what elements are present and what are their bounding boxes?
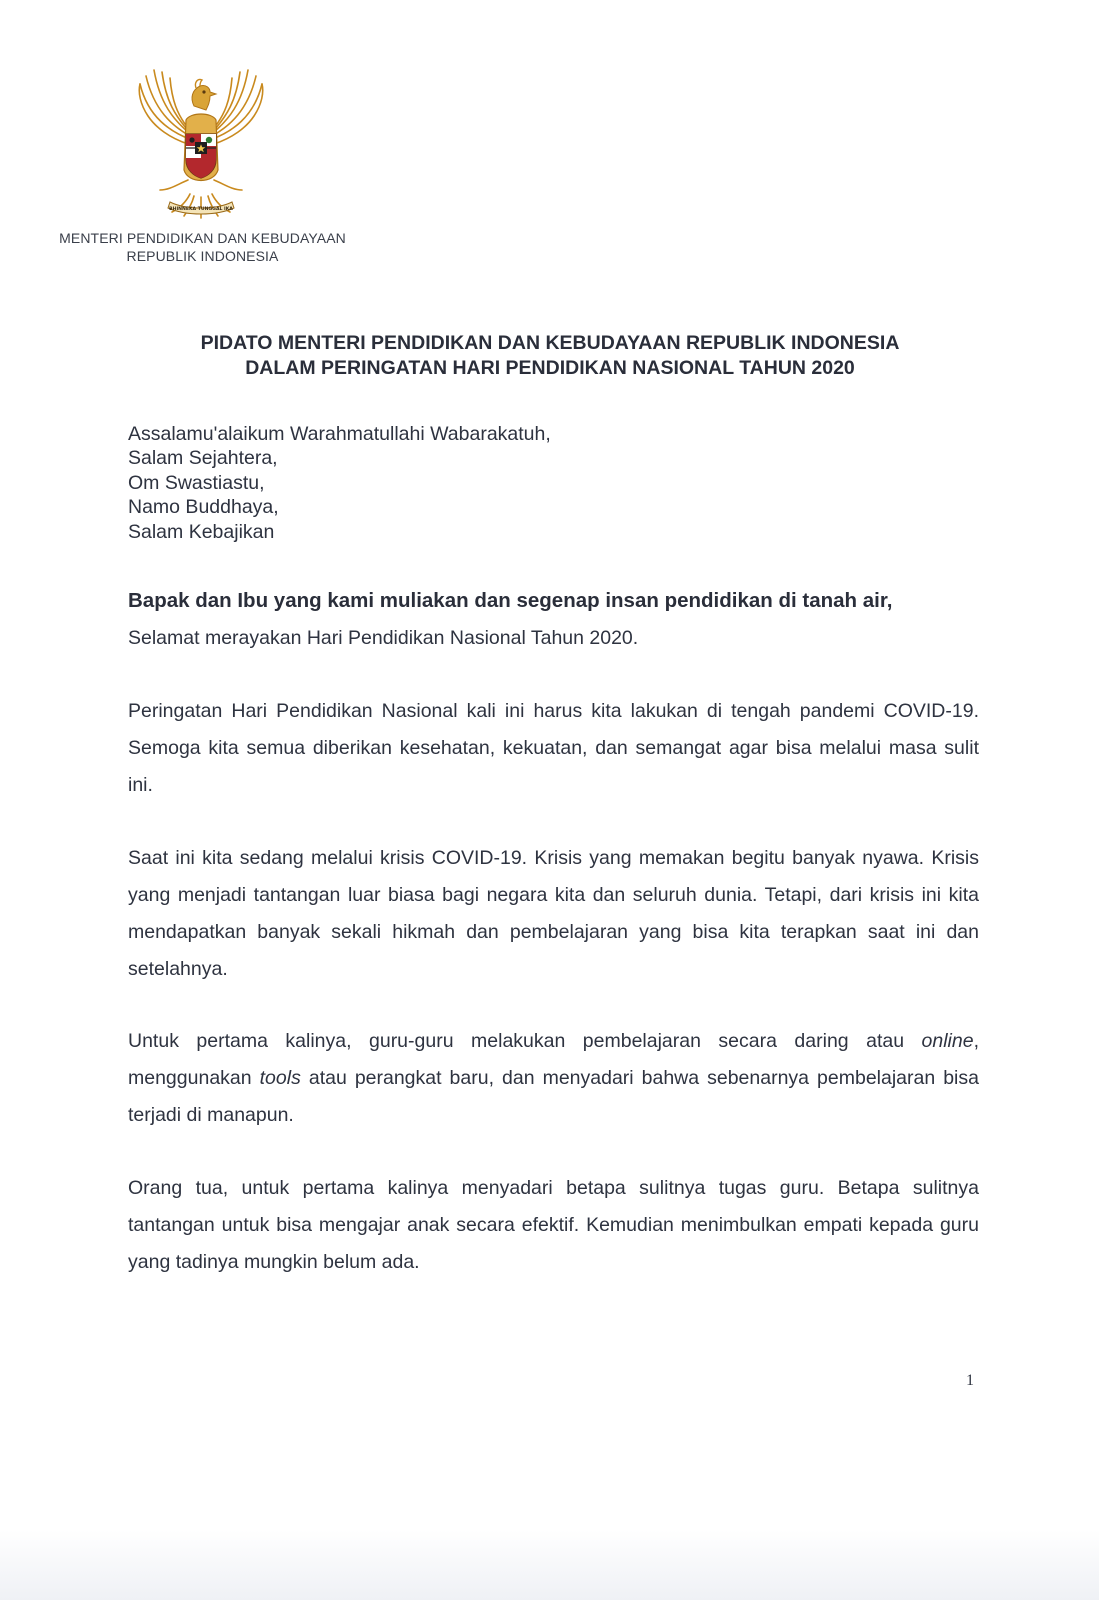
- garuda-emblem-icon: [130, 62, 272, 222]
- paragraph-parents: Orang tua, untuk pertama kalinya menyadari betapa sulitnya tugas guru. Betapa sulitnya tantangan untuk bisa mengajar anak secara efektif. Kemudian menimbulkan empati kepada guru yang tadinya mungkin belum ada.: [128, 1177, 979, 1273]
- paragraph-text: , menggunakan: [128, 1030, 979, 1089]
- greeting-line: Namo Buddhaya,: [128, 496, 279, 519]
- greeting-line: Om Swastiastu,: [128, 471, 265, 494]
- italic-term-tools: tools: [259, 1067, 301, 1089]
- paragraph-crisis: Saat ini kita sedang melalui krisis COVID-19. Krisis yang memakan begitu banyak nyawa. Krisis yang menjadi tantangan luar biasa bagi negara kita dan seluruh dunia. Tetapi, dari krisis ini kita mendapatkan banyak sekali hikmah dan pembelajaran yang bisa kita terapkan saat ini dan setelahnya.: [128, 847, 979, 980]
- emblem-motto: BHINNEKA TUNGGAL IKA: [169, 207, 233, 212]
- paragraph-pandemic: Peringatan Hari Pendidikan Nasional kali ini harus kita lakukan di tengah pandemi COVID-19. Semoga kita semua diberikan kesehatan, kekuatan, dan semangat agar bisa melalui masa sulit ini.: [128, 700, 979, 796]
- greeting-line: Salam Sejahtera,: [128, 447, 278, 470]
- speech-title-line-1: PIDATO MENTERI PENDIDIKAN DAN KEBUDAYAAN REPUBLIK INDONESIA: [200, 332, 900, 354]
- salutation-heading: Bapak dan Ibu yang kami muliakan dan segenap insan pendidikan di tanah air,: [128, 589, 893, 612]
- paragraph-text: Untuk pertama kalinya, guru-guru melakukan pembelajaran secara daring atau: [128, 1030, 922, 1052]
- greetings-block: [128, 422, 551, 544]
- speech-title: [60, 331, 1040, 381]
- celebration-line: Selamat merayakan Hari Pendidikan Nasional Tahun 2020.: [128, 627, 639, 649]
- ministry-line-2: REPUBLIK INDONESIA: [126, 248, 279, 264]
- paragraph-text: atau perangkat baru, dan menyadari bahwa sebenarnya pembelajaran bisa terjadi di manapun.: [128, 1067, 979, 1126]
- speech-title-line-2: DALAM PERINGATAN HARI PENDIDIKAN NASIONAL TAHUN 2020: [245, 357, 855, 379]
- page-number: 1: [966, 1372, 974, 1389]
- italic-term-online: online: [921, 1030, 974, 1052]
- greeting-line: Assalamu'alaikum Warahmatullahi Wabarakatuh,: [128, 423, 551, 445]
- shield-icon: [186, 134, 216, 178]
- ministry-line-1: MENTERI PENDIDIKAN DAN KEBUDAYAAN: [59, 230, 346, 246]
- ministry-header: [40, 229, 365, 265]
- paragraph-online-learning: [128, 1023, 979, 1134]
- greeting-line: Salam Kebajikan: [128, 520, 275, 543]
